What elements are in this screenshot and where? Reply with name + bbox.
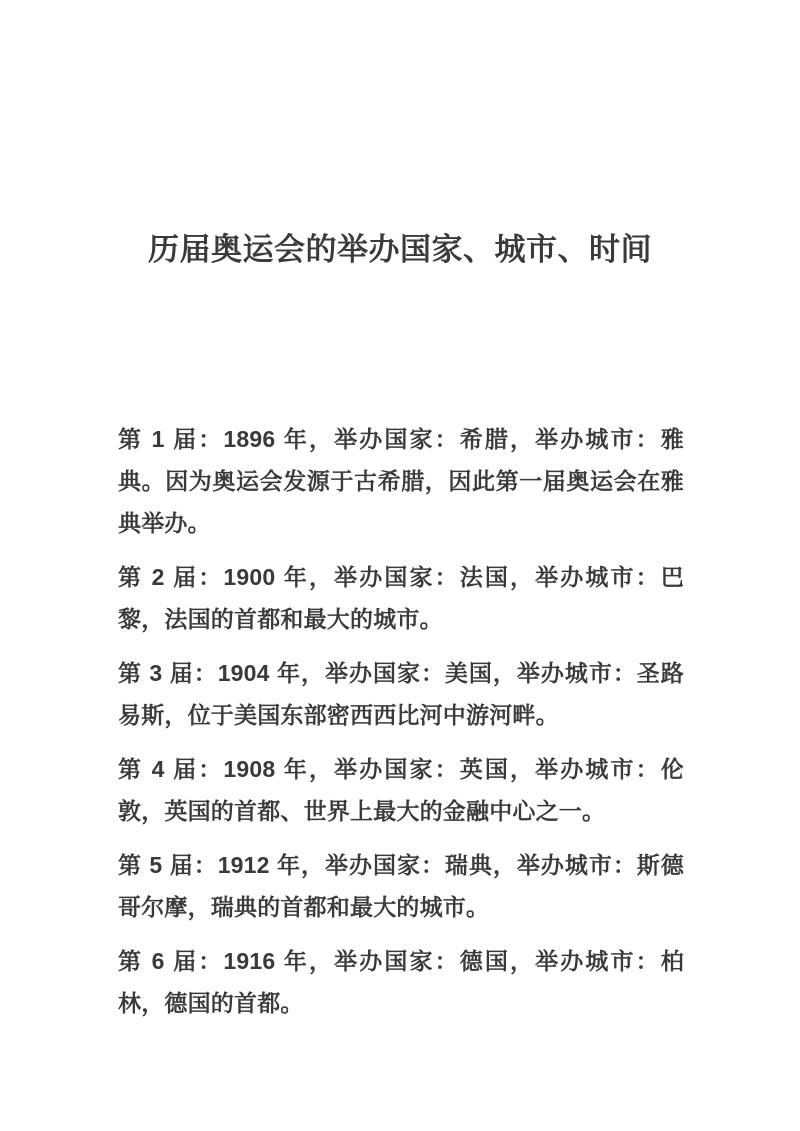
paragraph-olympiad-3: 第 3 届：1904 年，举办国家：美国，举办城市：圣路易斯，位于美国东部密西西比河中游河畔。 bbox=[118, 660, 684, 728]
document-body bbox=[118, 418, 684, 1024]
paragraph-olympiad-4: 第 4 届：1908 年，举办国家：英国，举办城市：伦敦，英国的首都、世界上最大的金融中心之一。 bbox=[118, 756, 684, 824]
paragraph-olympiad-2: 第 2 届：1900 年，举办国家：法国，举办城市：巴黎，法国的首都和最大的城市。 bbox=[118, 564, 684, 632]
paragraph-olympiad-6: 第 6 届：1916 年，举办国家：德国，举办城市：柏林，德国的首都。 bbox=[118, 948, 684, 1016]
page-title: 历届奥运会的举办国家、城市、时间 bbox=[148, 232, 652, 267]
paragraph-olympiad-5: 第 5 届：1912 年，举办国家：瑞典，举办城市：斯德哥尔摩，瑞典的首都和最大的城市。 bbox=[118, 852, 684, 920]
paragraph-olympiad-1: 第 1 届：1896 年，举办国家：希腊，举办城市：雅典。因为奥运会发源于古希腊，因此第一届奥运会在雅典举办。 bbox=[118, 426, 684, 536]
